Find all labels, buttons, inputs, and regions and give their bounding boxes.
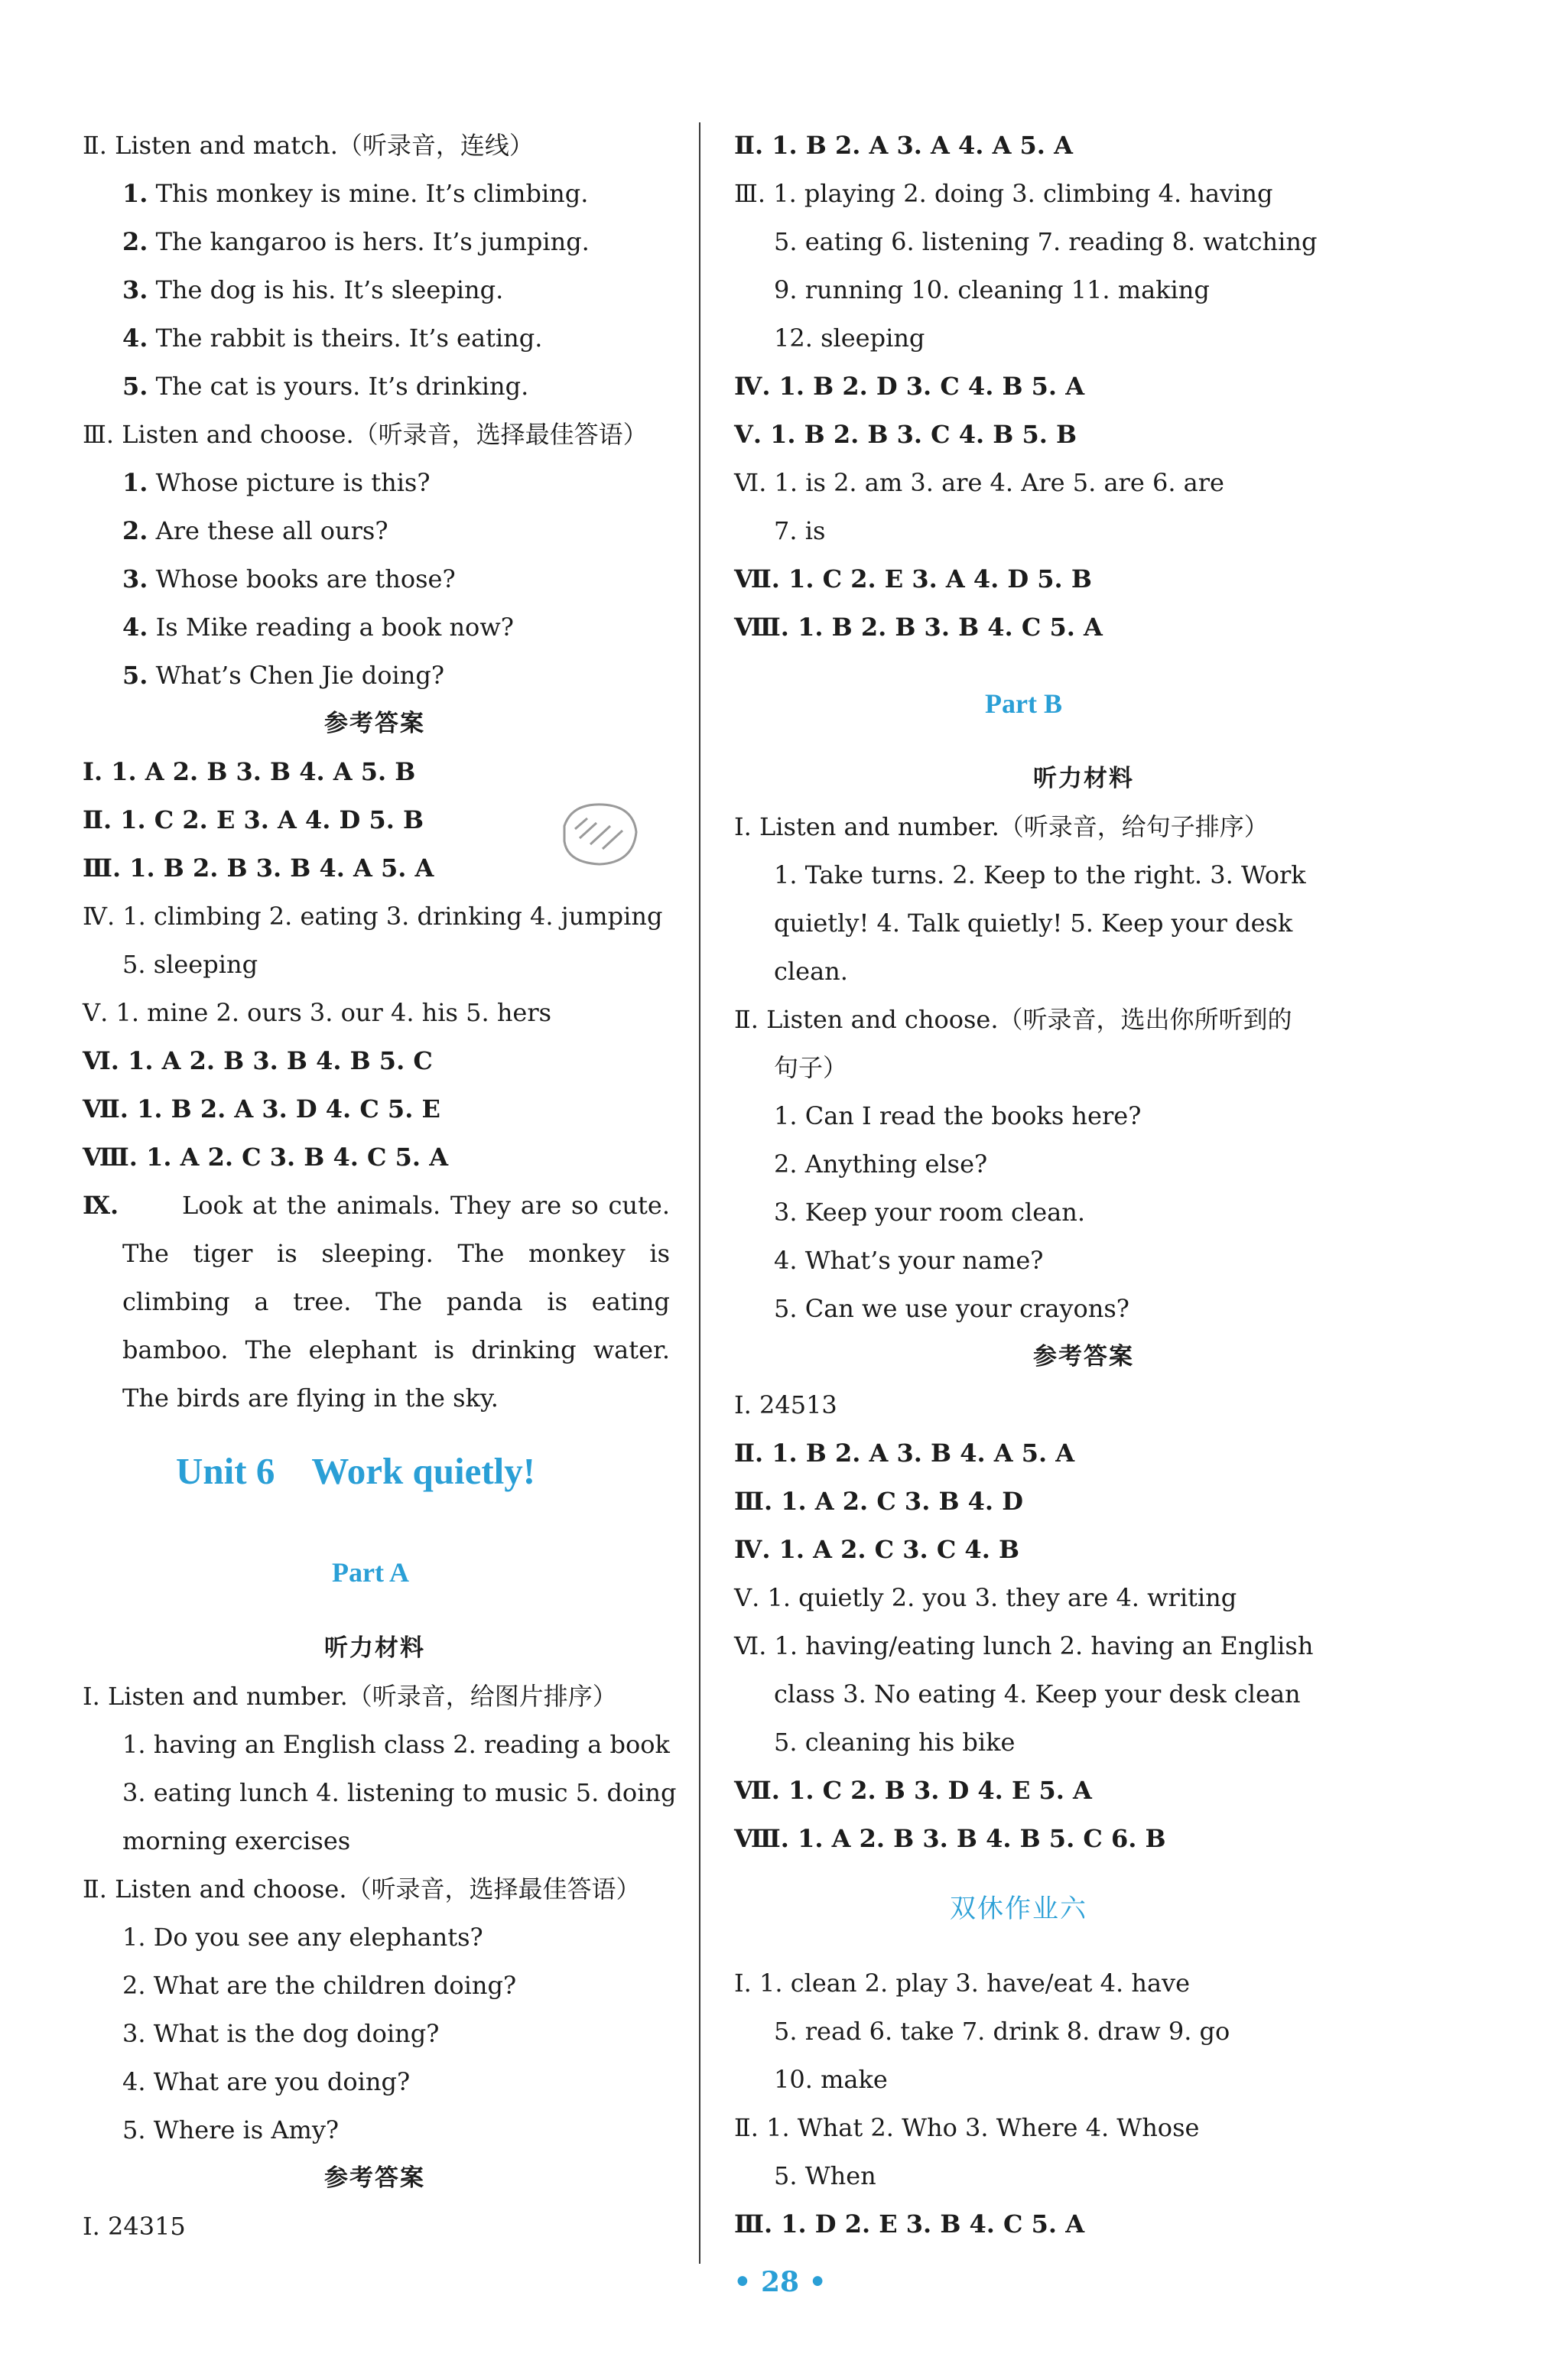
answer-row: 9. running 10. cleaning 11. making [774, 275, 1210, 304]
list-item: 2. Anything else? [774, 1149, 988, 1179]
answer-row: 10. make [774, 2065, 888, 2094]
list-item: 3. eating lunch 4. listening to music 5. doing [122, 1778, 677, 1807]
listening-heading: 听力材料 [1033, 765, 1134, 792]
answer-row: Ⅰ. 24315 [83, 2212, 186, 2241]
section-heading: Ⅱ. Listen and match.（听录音，连线） [83, 131, 534, 160]
listening-heading: 听力材料 [324, 1634, 425, 1662]
answer-row: Ⅱ. 1. C 2. E 3. A 4. D 5. B [83, 805, 424, 834]
answer-row: Ⅵ. 1. having/eating lunch 2. having an English [734, 1631, 1314, 1660]
answer-row: Ⅷ. 1. A 2. C 3. B 4. C 5. A [83, 1143, 449, 1172]
section-heading: Ⅲ. Listen and choose.（听录音，选择最佳答语） [83, 420, 648, 449]
section-heading: Ⅱ. Listen and choose.（听录音，选择最佳答语） [83, 1874, 641, 1904]
list-item: morning exercises [122, 1826, 351, 1855]
answer-row: Ⅴ. 1. quietly 2. you 3. they are 4. writing [734, 1583, 1237, 1612]
page-number: • 28 • [733, 2266, 827, 2298]
list-item: clean. [774, 957, 848, 986]
answer-row: 5. When [774, 2161, 876, 2190]
answer-row: Ⅱ. 1. B 2. A 3. B 4. A 5. A [734, 1439, 1075, 1468]
answer-row: Ⅰ. 1. A 2. B 3. B 4. A 5. B [83, 757, 416, 786]
list-item: 4. What are you doing? [122, 2067, 411, 2096]
answer-row: Ⅲ. 1. A 2. C 3. B 4. D [734, 1487, 1023, 1516]
list-item: 5. What’s Chen Jie doing? [122, 661, 444, 690]
section-heading: Ⅰ. Listen and number.（听录音，给图片排序） [83, 1682, 617, 1711]
list-item: 2. The kangaroo is hers. It’s jumping. [122, 227, 590, 256]
section-heading: Ⅰ. Listen and number.（听录音，给句子排序） [734, 812, 1269, 841]
list-item: 4. The rabbit is theirs. It’s eating. [122, 324, 543, 353]
answer-label: Ⅸ. [83, 1191, 119, 1220]
answer-row: Ⅴ. 1. mine 2. ours 3. our 4. his 5. hers [83, 998, 552, 1027]
answers-heading: 参考答案 [324, 2164, 425, 2192]
list-item: 3. What is the dog doing? [122, 2019, 440, 2048]
answer-row: Ⅶ. 1. B 2. A 3. D 4. C 5. E [83, 1094, 440, 1123]
answer-row: Ⅳ. 1. A 2. C 3. C 4. B [734, 1535, 1020, 1564]
list-item: 4. Is Mike reading a book now? [122, 613, 514, 642]
list-item: 5. Can we use your crayons? [774, 1294, 1129, 1323]
section-heading: Ⅱ. Listen and choose.（听录音，选出你所听到的 [734, 1005, 1292, 1034]
answer-row: Ⅲ. 1. B 2. B 3. B 4. A 5. A [83, 853, 434, 883]
weekend-title: 双休作业六 [950, 1894, 1087, 1924]
list-item: 1. Whose picture is this? [122, 468, 431, 497]
part-title: Part A [332, 1557, 409, 1588]
answer-row: Ⅵ. 1. A 2. B 3. B 4. B 5. C [83, 1046, 433, 1075]
list-item: 3. The dog is his. It’s sleeping. [122, 275, 504, 304]
answer-row: Ⅷ. 1. A 2. B 3. B 4. B 5. C 6. B [734, 1824, 1166, 1853]
answer-row: Ⅱ. 1. B 2. A 3. A 4. A 5. A [734, 131, 1073, 160]
answer-row: Ⅲ. 1. playing 2. doing 3. climbing 4. having [734, 179, 1273, 208]
answer-paragraph: Look at the animals. They are so cute. The tiger is sleeping. The monkey is climbing a tree. The panda is eating bamboo. The elephant is drinking water. The birds are flying in the sky. [122, 1191, 670, 1413]
answer-row: 5. sleeping [122, 950, 258, 979]
list-item: 5. Where is Amy? [122, 2115, 340, 2144]
answer-row: Ⅳ. 1. B 2. D 3. C 4. B 5. A [734, 372, 1085, 401]
answer-row: Ⅰ. 1. clean 2. play 3. have/eat 4. have [734, 1969, 1191, 1998]
answer-row: Ⅵ. 1. is 2. am 3. are 4. Are 5. are 6. are [734, 468, 1224, 497]
answer-row: Ⅶ. 1. C 2. B 3. D 4. E 5. A [734, 1776, 1092, 1805]
list-item: 1. Do you see any elephants? [122, 1923, 483, 1952]
answer-row: Ⅱ. 1. What 2. Who 3. Where 4. Whose [734, 2113, 1200, 2142]
answer-row: Ⅴ. 1. B 2. B 3. C 4. B 5. B [734, 420, 1077, 449]
answer-row: Ⅷ. 1. B 2. B 3. B 4. C 5. A [734, 613, 1103, 642]
list-item: 1. Take turns. 2. Keep to the right. 3. Work [774, 860, 1306, 889]
answer-row: 5. read 6. take 7. drink 8. draw 9. go [774, 2017, 1230, 2046]
list-item: 3. Whose books are those? [122, 564, 456, 593]
answer-row: class 3. No eating 4. Keep your desk clean [774, 1679, 1301, 1709]
answers-heading: 参考答案 [324, 710, 425, 737]
column-divider [699, 122, 700, 2264]
part-title: Part B [985, 688, 1062, 719]
section-heading-cont: 句子） [774, 1053, 848, 1082]
unit-title: Unit 6 Work quietly! [176, 1450, 536, 1492]
answer-row: 7. is [774, 516, 826, 545]
answer-row: Ⅰ. 24513 [734, 1390, 837, 1419]
list-item: 1. having an English class 2. reading a book [122, 1730, 670, 1759]
list-item: quietly! 4. Talk quietly! 5. Keep your desk [774, 909, 1293, 938]
list-item: 1. Can I read the books here? [774, 1101, 1142, 1130]
list-item: 2. Are these all ours? [122, 516, 388, 545]
stamp-icon [557, 795, 642, 872]
list-item: 1. This monkey is mine. It’s climbing. [122, 179, 589, 208]
list-item: 2. What are the children doing? [122, 1971, 517, 2000]
answer-row: 5. eating 6. listening 7. reading 8. watching [774, 227, 1318, 256]
list-item: 5. The cat is yours. It’s drinking. [122, 372, 529, 401]
answer-row: Ⅲ. 1. D 2. E 3. B 4. C 5. A [734, 2209, 1085, 2239]
list-item: 4. What’s your name? [774, 1246, 1044, 1275]
list-item: 3. Keep your room clean. [774, 1198, 1085, 1227]
answer-row: 12. sleeping [774, 324, 925, 353]
answer-row: Ⅶ. 1. C 2. E 3. A 4. D 5. B [734, 564, 1092, 593]
answers-heading: 参考答案 [1033, 1343, 1134, 1370]
answer-row: Ⅳ. 1. climbing 2. eating 3. drinking 4. jumping [83, 902, 663, 931]
answer-row: 5. cleaning his bike [774, 1728, 1016, 1757]
